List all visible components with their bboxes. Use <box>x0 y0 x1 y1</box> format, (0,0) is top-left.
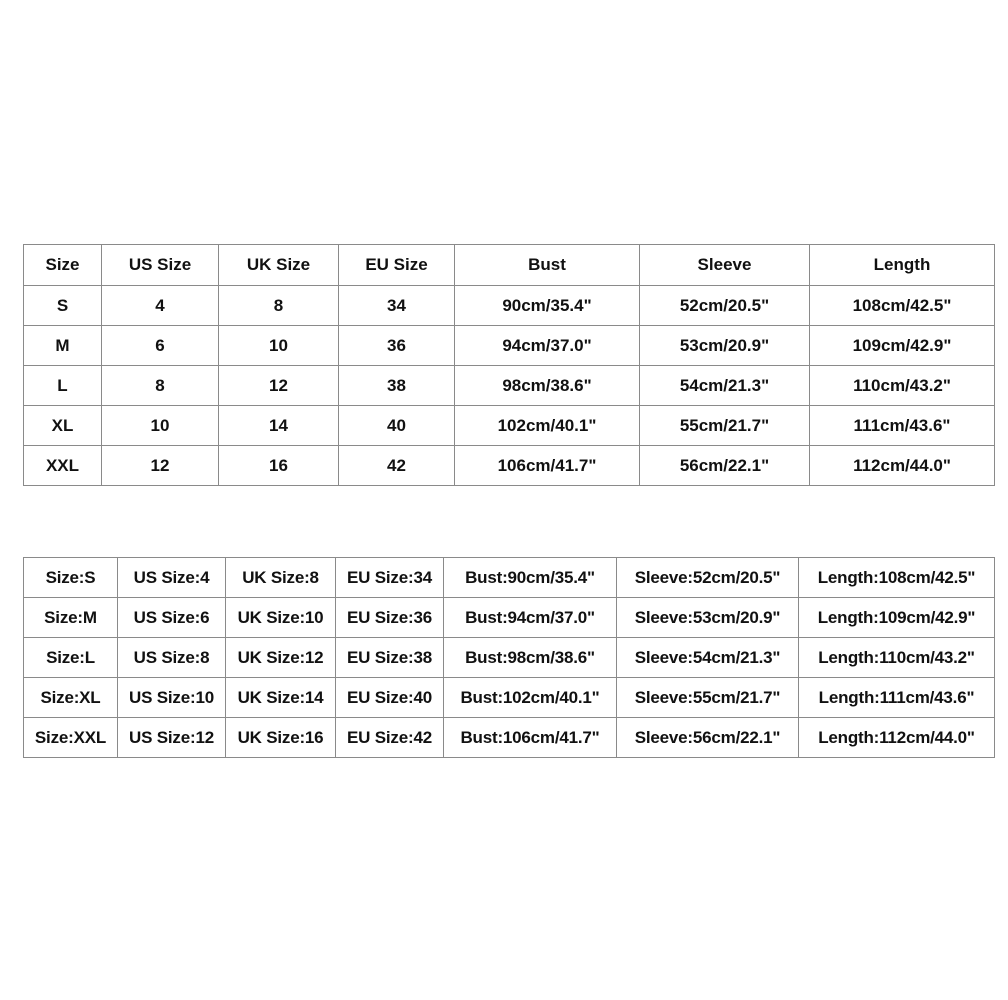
table-row <box>24 598 995 638</box>
table-row <box>24 286 995 326</box>
cell-size: Size:S <box>24 558 118 598</box>
cell-uk-size: 8 <box>219 286 339 326</box>
cell-bust: 90cm/35.4" <box>455 286 640 326</box>
header-us-size: US Size <box>102 245 219 286</box>
cell-length: 112cm/44.0" <box>810 446 995 486</box>
cell-bust: 102cm/40.1" <box>455 406 640 446</box>
cell-sleeve: Sleeve:55cm/21.7" <box>617 678 799 718</box>
cell-eu-size: 42 <box>339 446 455 486</box>
cell-uk-size: UK Size:12 <box>226 638 336 678</box>
header-sleeve: Sleeve <box>640 245 810 286</box>
cell-size: S <box>24 286 102 326</box>
cell-us-size: US Size:6 <box>118 598 226 638</box>
table-row <box>24 558 995 598</box>
table-row <box>24 406 995 446</box>
table-row <box>24 446 995 486</box>
cell-eu-size: EU Size:42 <box>336 718 444 758</box>
cell-sleeve: Sleeve:54cm/21.3" <box>617 638 799 678</box>
cell-sleeve: Sleeve:53cm/20.9" <box>617 598 799 638</box>
table-row <box>24 638 995 678</box>
cell-eu-size: 34 <box>339 286 455 326</box>
cell-sleeve: 55cm/21.7" <box>640 406 810 446</box>
cell-length: 111cm/43.6" <box>810 406 995 446</box>
table-row <box>24 366 995 406</box>
cell-sleeve: 56cm/22.1" <box>640 446 810 486</box>
cell-bust: Bust:102cm/40.1" <box>444 678 617 718</box>
size-chart-labeled-table <box>23 557 995 758</box>
cell-us-size: 8 <box>102 366 219 406</box>
header-eu-size: EU Size <box>339 245 455 286</box>
cell-us-size: US Size:12 <box>118 718 226 758</box>
table-row <box>24 326 995 366</box>
cell-eu-size: 36 <box>339 326 455 366</box>
cell-eu-size: 38 <box>339 366 455 406</box>
cell-size: XXL <box>24 446 102 486</box>
cell-us-size: 12 <box>102 446 219 486</box>
cell-eu-size: EU Size:36 <box>336 598 444 638</box>
cell-length: 110cm/43.2" <box>810 366 995 406</box>
cell-uk-size: UK Size:14 <box>226 678 336 718</box>
cell-length: 108cm/42.5" <box>810 286 995 326</box>
cell-us-size: US Size:8 <box>118 638 226 678</box>
cell-uk-size: UK Size:16 <box>226 718 336 758</box>
cell-sleeve: 54cm/21.3" <box>640 366 810 406</box>
cell-sleeve: 53cm/20.9" <box>640 326 810 366</box>
cell-bust: Bust:94cm/37.0" <box>444 598 617 638</box>
cell-us-size: US Size:4 <box>118 558 226 598</box>
cell-bust: Bust:90cm/35.4" <box>444 558 617 598</box>
cell-length: Length:109cm/42.9" <box>799 598 995 638</box>
cell-length: Length:111cm/43.6" <box>799 678 995 718</box>
header-length: Length <box>810 245 995 286</box>
cell-sleeve: Sleeve:52cm/20.5" <box>617 558 799 598</box>
cell-us-size: 4 <box>102 286 219 326</box>
header-uk-size: UK Size <box>219 245 339 286</box>
cell-length: 109cm/42.9" <box>810 326 995 366</box>
cell-size: M <box>24 326 102 366</box>
cell-uk-size: 12 <box>219 366 339 406</box>
cell-eu-size: 40 <box>339 406 455 446</box>
cell-bust: Bust:98cm/38.6" <box>444 638 617 678</box>
cell-us-size: 10 <box>102 406 219 446</box>
cell-bust: 106cm/41.7" <box>455 446 640 486</box>
cell-bust: 98cm/38.6" <box>455 366 640 406</box>
header-bust: Bust <box>455 245 640 286</box>
table-row <box>24 718 995 758</box>
cell-bust: 94cm/37.0" <box>455 326 640 366</box>
cell-uk-size: UK Size:10 <box>226 598 336 638</box>
cell-size: XL <box>24 406 102 446</box>
cell-uk-size: 16 <box>219 446 339 486</box>
cell-size: Size:M <box>24 598 118 638</box>
cell-eu-size: EU Size:34 <box>336 558 444 598</box>
cell-us-size: 6 <box>102 326 219 366</box>
size-chart-table <box>23 244 995 486</box>
cell-length: Length:112cm/44.0" <box>799 718 995 758</box>
cell-size: Size:XXL <box>24 718 118 758</box>
cell-uk-size: 14 <box>219 406 339 446</box>
cell-sleeve: Sleeve:56cm/22.1" <box>617 718 799 758</box>
cell-length: Length:110cm/43.2" <box>799 638 995 678</box>
cell-length: Length:108cm/42.5" <box>799 558 995 598</box>
cell-size: L <box>24 366 102 406</box>
cell-uk-size: 10 <box>219 326 339 366</box>
table-header-row <box>24 245 995 286</box>
cell-bust: Bust:106cm/41.7" <box>444 718 617 758</box>
cell-size: Size:L <box>24 638 118 678</box>
header-size: Size <box>24 245 102 286</box>
cell-size: Size:XL <box>24 678 118 718</box>
cell-eu-size: EU Size:40 <box>336 678 444 718</box>
cell-eu-size: EU Size:38 <box>336 638 444 678</box>
cell-sleeve: 52cm/20.5" <box>640 286 810 326</box>
cell-us-size: US Size:10 <box>118 678 226 718</box>
table-row <box>24 678 995 718</box>
cell-uk-size: UK Size:8 <box>226 558 336 598</box>
